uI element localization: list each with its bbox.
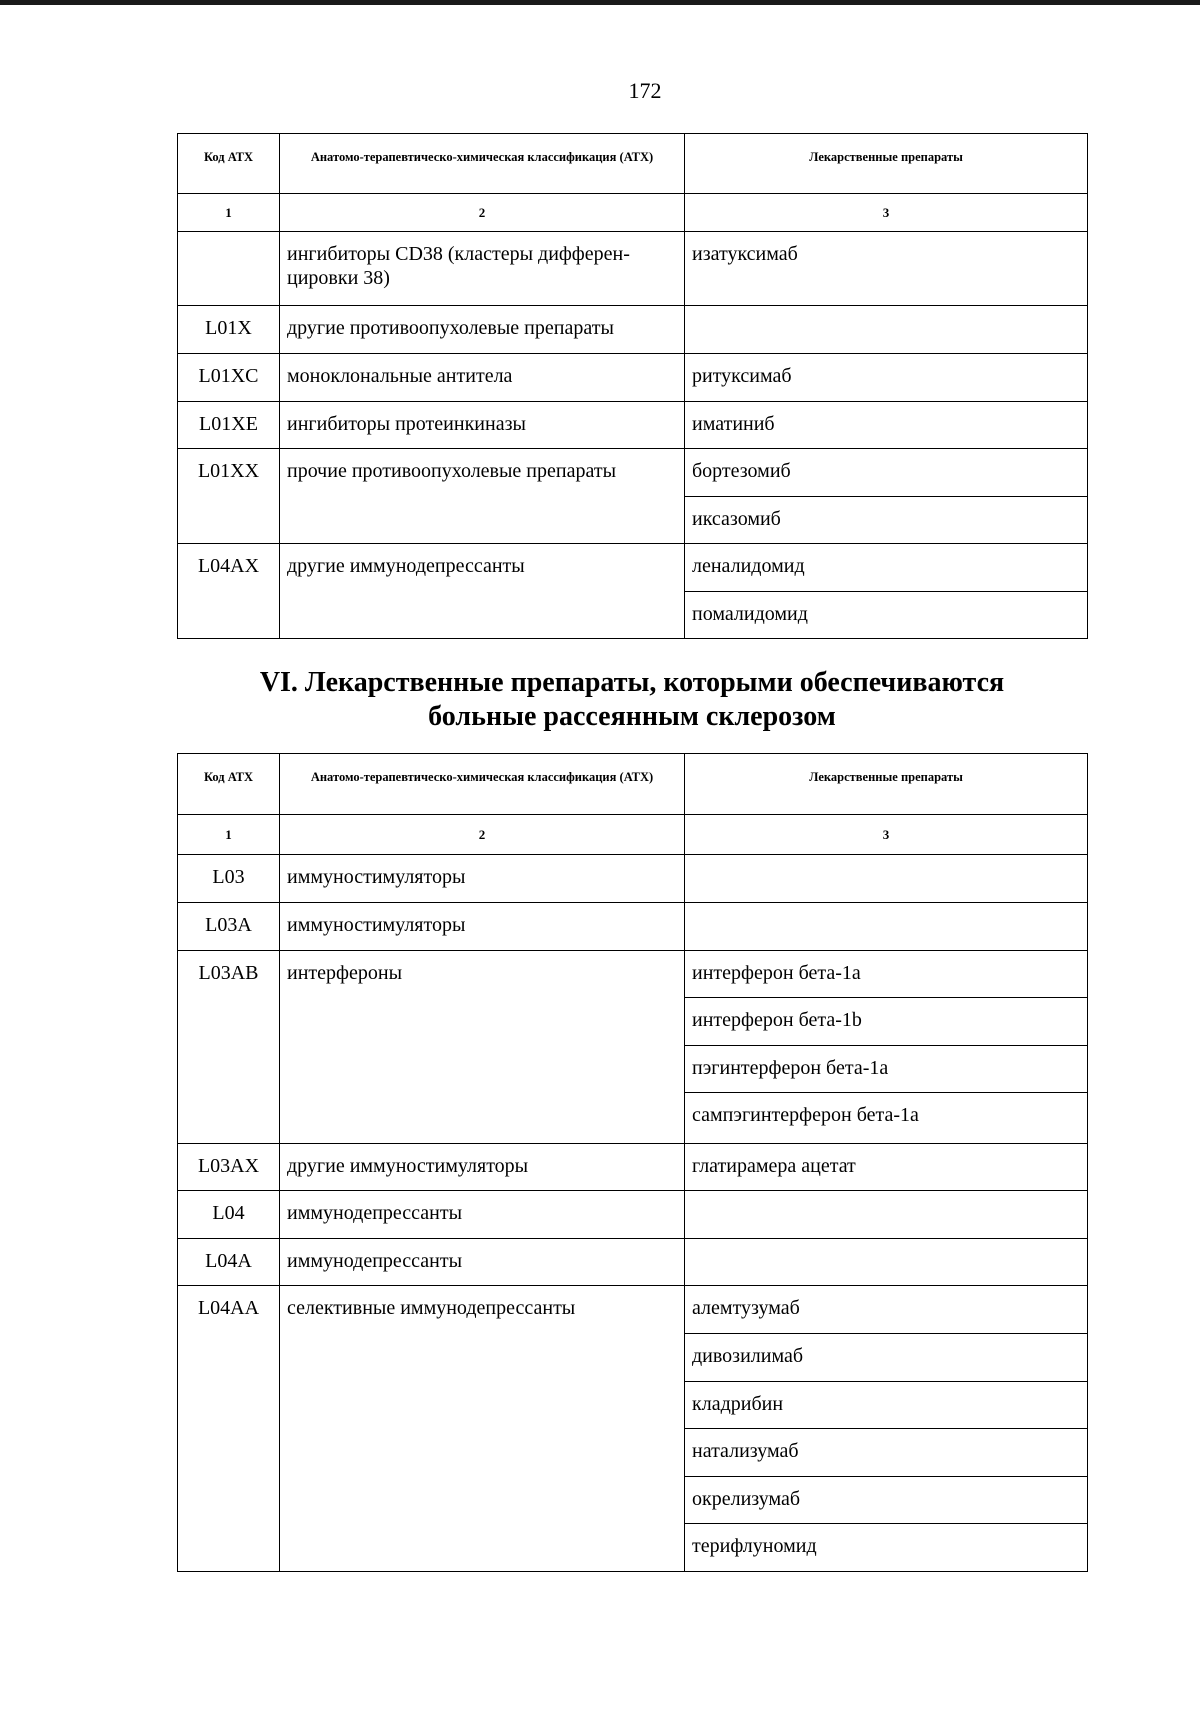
- table-row: [178, 402, 1088, 449]
- drug-name: ритуксимаб: [685, 354, 1088, 402]
- drug-name: [685, 903, 1088, 951]
- atx-classification: моноклональные антитела: [280, 354, 685, 402]
- drug-name: пэгинтерферон бета-1a: [685, 1046, 1088, 1093]
- section-heading: [177, 666, 1087, 734]
- drug-name: алемтузумаб: [685, 1286, 1088, 1334]
- table-row: [178, 951, 1088, 998]
- table-row: [178, 903, 1088, 951]
- atx-code: L01X: [178, 306, 280, 354]
- atx-code: L04AX: [178, 544, 280, 639]
- column-number-1: 1: [178, 815, 280, 855]
- scan-top-border: [0, 0, 1200, 5]
- atx-classification: другие противоопухолевые препараты: [280, 306, 685, 354]
- header-atx-classification: Анатомо-терапевтическо-химическая классификация (АТХ): [280, 134, 685, 194]
- header-drugs: Лекарственные препараты: [685, 754, 1088, 815]
- column-number-3: 3: [685, 815, 1088, 855]
- atx-classification: прочие противоопухолевые препараты: [280, 449, 685, 544]
- header-drugs: Лекарственные препараты: [685, 134, 1088, 194]
- table-row: [178, 1144, 1088, 1191]
- header-atx-classification: Анатомо-терапевтическо-химическая классификация (АТХ): [280, 754, 685, 815]
- atx-code: L04A: [178, 1239, 280, 1286]
- table-row: [178, 1286, 1088, 1334]
- drug-name: леналидомид: [685, 544, 1088, 592]
- section-heading-line-2: больные рассеянным склерозом: [428, 701, 836, 732]
- drug-name: [685, 306, 1088, 354]
- column-number-2: 2: [280, 194, 685, 232]
- drug-name: [685, 1191, 1088, 1239]
- atx-table-multiple-sclerosis: [177, 753, 1088, 1572]
- drug-name: [685, 1239, 1088, 1286]
- drug-name: дивозилимаб: [685, 1334, 1088, 1382]
- atx-classification: ингибиторы CD38 (кластеры дифферен-цировки 38): [280, 232, 685, 306]
- atx-classification: ингибиторы протеинкиназы: [280, 402, 685, 449]
- drug-name: иксазомиб: [685, 497, 1088, 544]
- header-atx-code: Код АТХ: [178, 134, 280, 194]
- drug-name: натализумаб: [685, 1429, 1088, 1477]
- column-number-row: [178, 194, 1088, 232]
- drug-name: терифлуномид: [685, 1524, 1088, 1572]
- atx-classification: иммуностимуляторы: [280, 903, 685, 951]
- column-number-row: [178, 815, 1088, 855]
- atx-code: L04: [178, 1191, 280, 1239]
- atx-code: L04AA: [178, 1286, 280, 1572]
- atx-code: L01XX: [178, 449, 280, 544]
- section-heading-line-1: VI. Лекарственные препараты, которыми обеспечиваются: [259, 667, 1005, 698]
- drug-name: иматиниб: [685, 402, 1088, 449]
- drug-name: бортезомиб: [685, 449, 1088, 497]
- drug-name: окрелизумаб: [685, 1477, 1088, 1524]
- drug-name: помалидомид: [685, 592, 1088, 639]
- drug-name: изатуксимаб: [685, 232, 1088, 306]
- atx-classification: иммунодепрессанты: [280, 1239, 685, 1286]
- table-header-row: [178, 754, 1088, 815]
- drug-name: глатирамера ацетат: [685, 1144, 1088, 1191]
- atx-classification: другие иммунодепрессанты: [280, 544, 685, 639]
- table-row: [178, 1239, 1088, 1286]
- table-header-row: [178, 134, 1088, 194]
- atx-code: L03: [178, 855, 280, 903]
- table-row: [178, 354, 1088, 402]
- table-row: [178, 544, 1088, 592]
- table-row: [178, 1191, 1088, 1239]
- drug-name: [685, 855, 1088, 903]
- table-row: [178, 232, 1088, 306]
- atx-classification: селективные иммунодепрессанты: [280, 1286, 685, 1572]
- table-row: [178, 855, 1088, 903]
- atx-code: L03A: [178, 903, 280, 951]
- atx-code: L03AB: [178, 951, 280, 1144]
- atx-code: [178, 232, 280, 306]
- atx-classification: другие иммуностимуляторы: [280, 1144, 685, 1191]
- atx-classification: иммуностимуляторы: [280, 855, 685, 903]
- drug-name: кладрибин: [685, 1382, 1088, 1429]
- drug-name: интерферон бета-1a: [685, 951, 1088, 998]
- atx-classification: интерфероны: [280, 951, 685, 1144]
- header-atx-code: Код АТХ: [178, 754, 280, 815]
- table-row: [178, 449, 1088, 497]
- drug-name: сампэгинтерферон бета-1a: [685, 1093, 1088, 1144]
- atx-code: L01XC: [178, 354, 280, 402]
- column-number-2: 2: [280, 815, 685, 855]
- atx-classification: иммунодепрессанты: [280, 1191, 685, 1239]
- atx-code: L01XE: [178, 402, 280, 449]
- column-number-1: 1: [178, 194, 280, 232]
- drug-name: интерферон бета-1b: [685, 998, 1088, 1046]
- atx-table-oncology: [177, 133, 1088, 639]
- column-number-3: 3: [685, 194, 1088, 232]
- atx-code: L03AX: [178, 1144, 280, 1191]
- page-number: 172: [628, 78, 662, 103]
- table-row: [178, 306, 1088, 354]
